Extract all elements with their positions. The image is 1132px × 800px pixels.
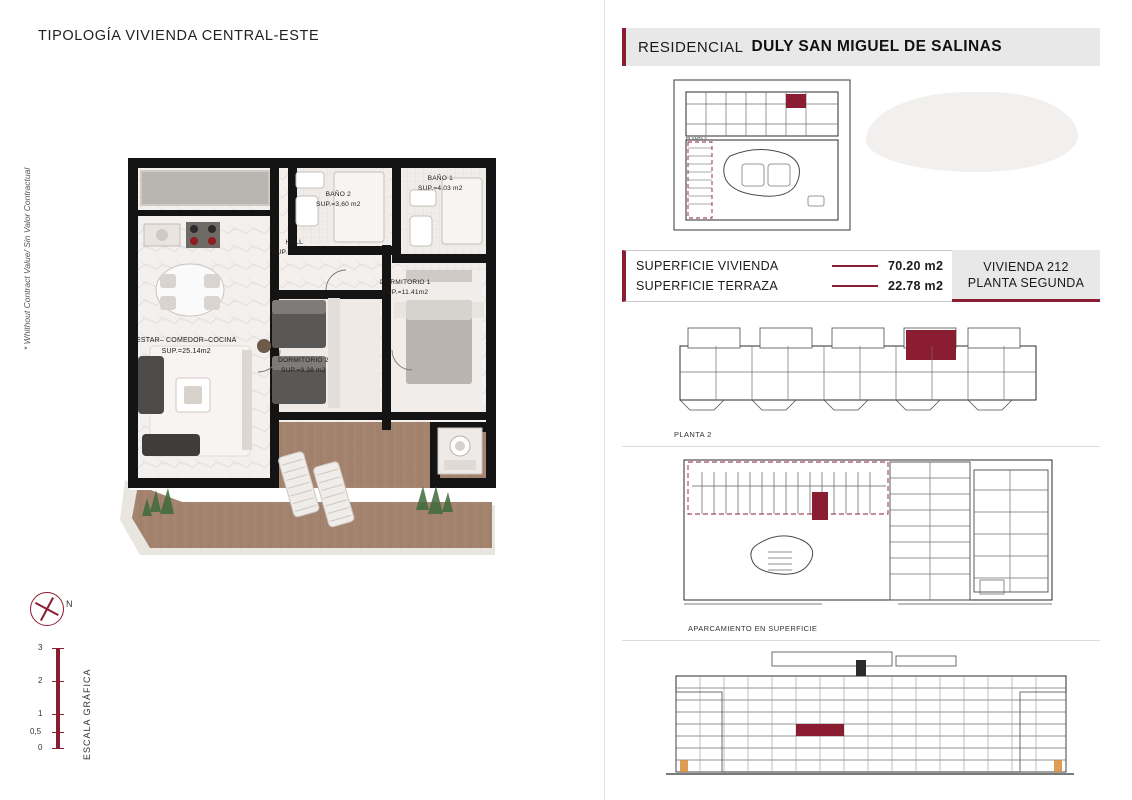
unit-floor: PLANTA SEGUNDA (967, 275, 1085, 290)
floor-key-planta2 (662, 318, 1062, 443)
caption-parking: APARCAMIENTO EN SUPERFICIE (688, 624, 818, 633)
site-context-shape (866, 92, 1078, 172)
site-plan-key (672, 78, 852, 233)
header-brand: DULY SAN MIGUEL DE SALINAS (751, 38, 1002, 55)
surface-label-vivienda: SUPERFICIE VIVIENDA (636, 259, 779, 273)
surface-dash (832, 285, 878, 287)
compass-north-label: N (66, 599, 73, 609)
surface-row-vivienda (636, 256, 952, 276)
header-prefix: RESIDENCIAL (638, 38, 744, 56)
room-label-dormitorio2: DORMITORIO 2 SUP.=9.38 m2 (278, 357, 329, 374)
header-band (622, 28, 1100, 66)
disclaimer-text: * Whithout Contract Value/ Sin Valor Contractual (22, 167, 32, 350)
section-divider-2 (622, 640, 1100, 641)
scale-tick-1: 1 (38, 709, 43, 718)
caption-planta2: PLANTA 2 (674, 430, 712, 439)
page-title: TIPOLOGÍA VIVIENDA CENTRAL-ESTE (38, 28, 320, 44)
room-label-hall: HALL SUP.=4,67 m2 (272, 239, 317, 256)
scale-tick-3: 3 (38, 643, 43, 652)
scale-label: ESCALA GRÁFICA (82, 668, 92, 760)
surface-value-vivienda: 70.20 m2 (888, 259, 944, 273)
surface-values (622, 250, 952, 302)
building-elevation (660, 648, 1080, 793)
svg-text:PLANTA 3: PLANTA 3 (686, 136, 707, 141)
floor-plan-drawing (120, 150, 510, 570)
unit-identification (952, 250, 1100, 302)
section-divider-1 (622, 446, 1100, 447)
room-label-bano2: BAÑO 2 SUP.=3,60 m2 (316, 191, 361, 208)
scale-tick-0: 0 (38, 743, 43, 752)
unit-number: VIVIENDA 212 (983, 259, 1069, 274)
room-label-dormitorio1: DORMITORIO 1 SUP.=11.41m2 (380, 279, 431, 296)
surface-value-terraza: 22.78 m2 (888, 279, 944, 293)
parking-level-plan (662, 452, 1072, 627)
surface-label-terraza: SUPERFICIE TERRAZA (636, 279, 778, 293)
surface-row-terraza (636, 276, 952, 296)
room-label-estar-comedor-cocina: ESTAR– COMEDOR–COCINA SUP.=25.14m2 (136, 337, 237, 355)
column-divider (604, 0, 605, 800)
scale-tick-2: 2 (38, 676, 43, 685)
scale-tick-05: 0,5 (30, 727, 42, 736)
graphic-scale (28, 643, 92, 778)
room-label-bano1: BAÑO 1 SUP.=4.03 m2 (418, 175, 463, 192)
surface-summary (622, 250, 1100, 302)
surface-dash (832, 265, 878, 267)
compass-rose-icon (30, 592, 74, 636)
